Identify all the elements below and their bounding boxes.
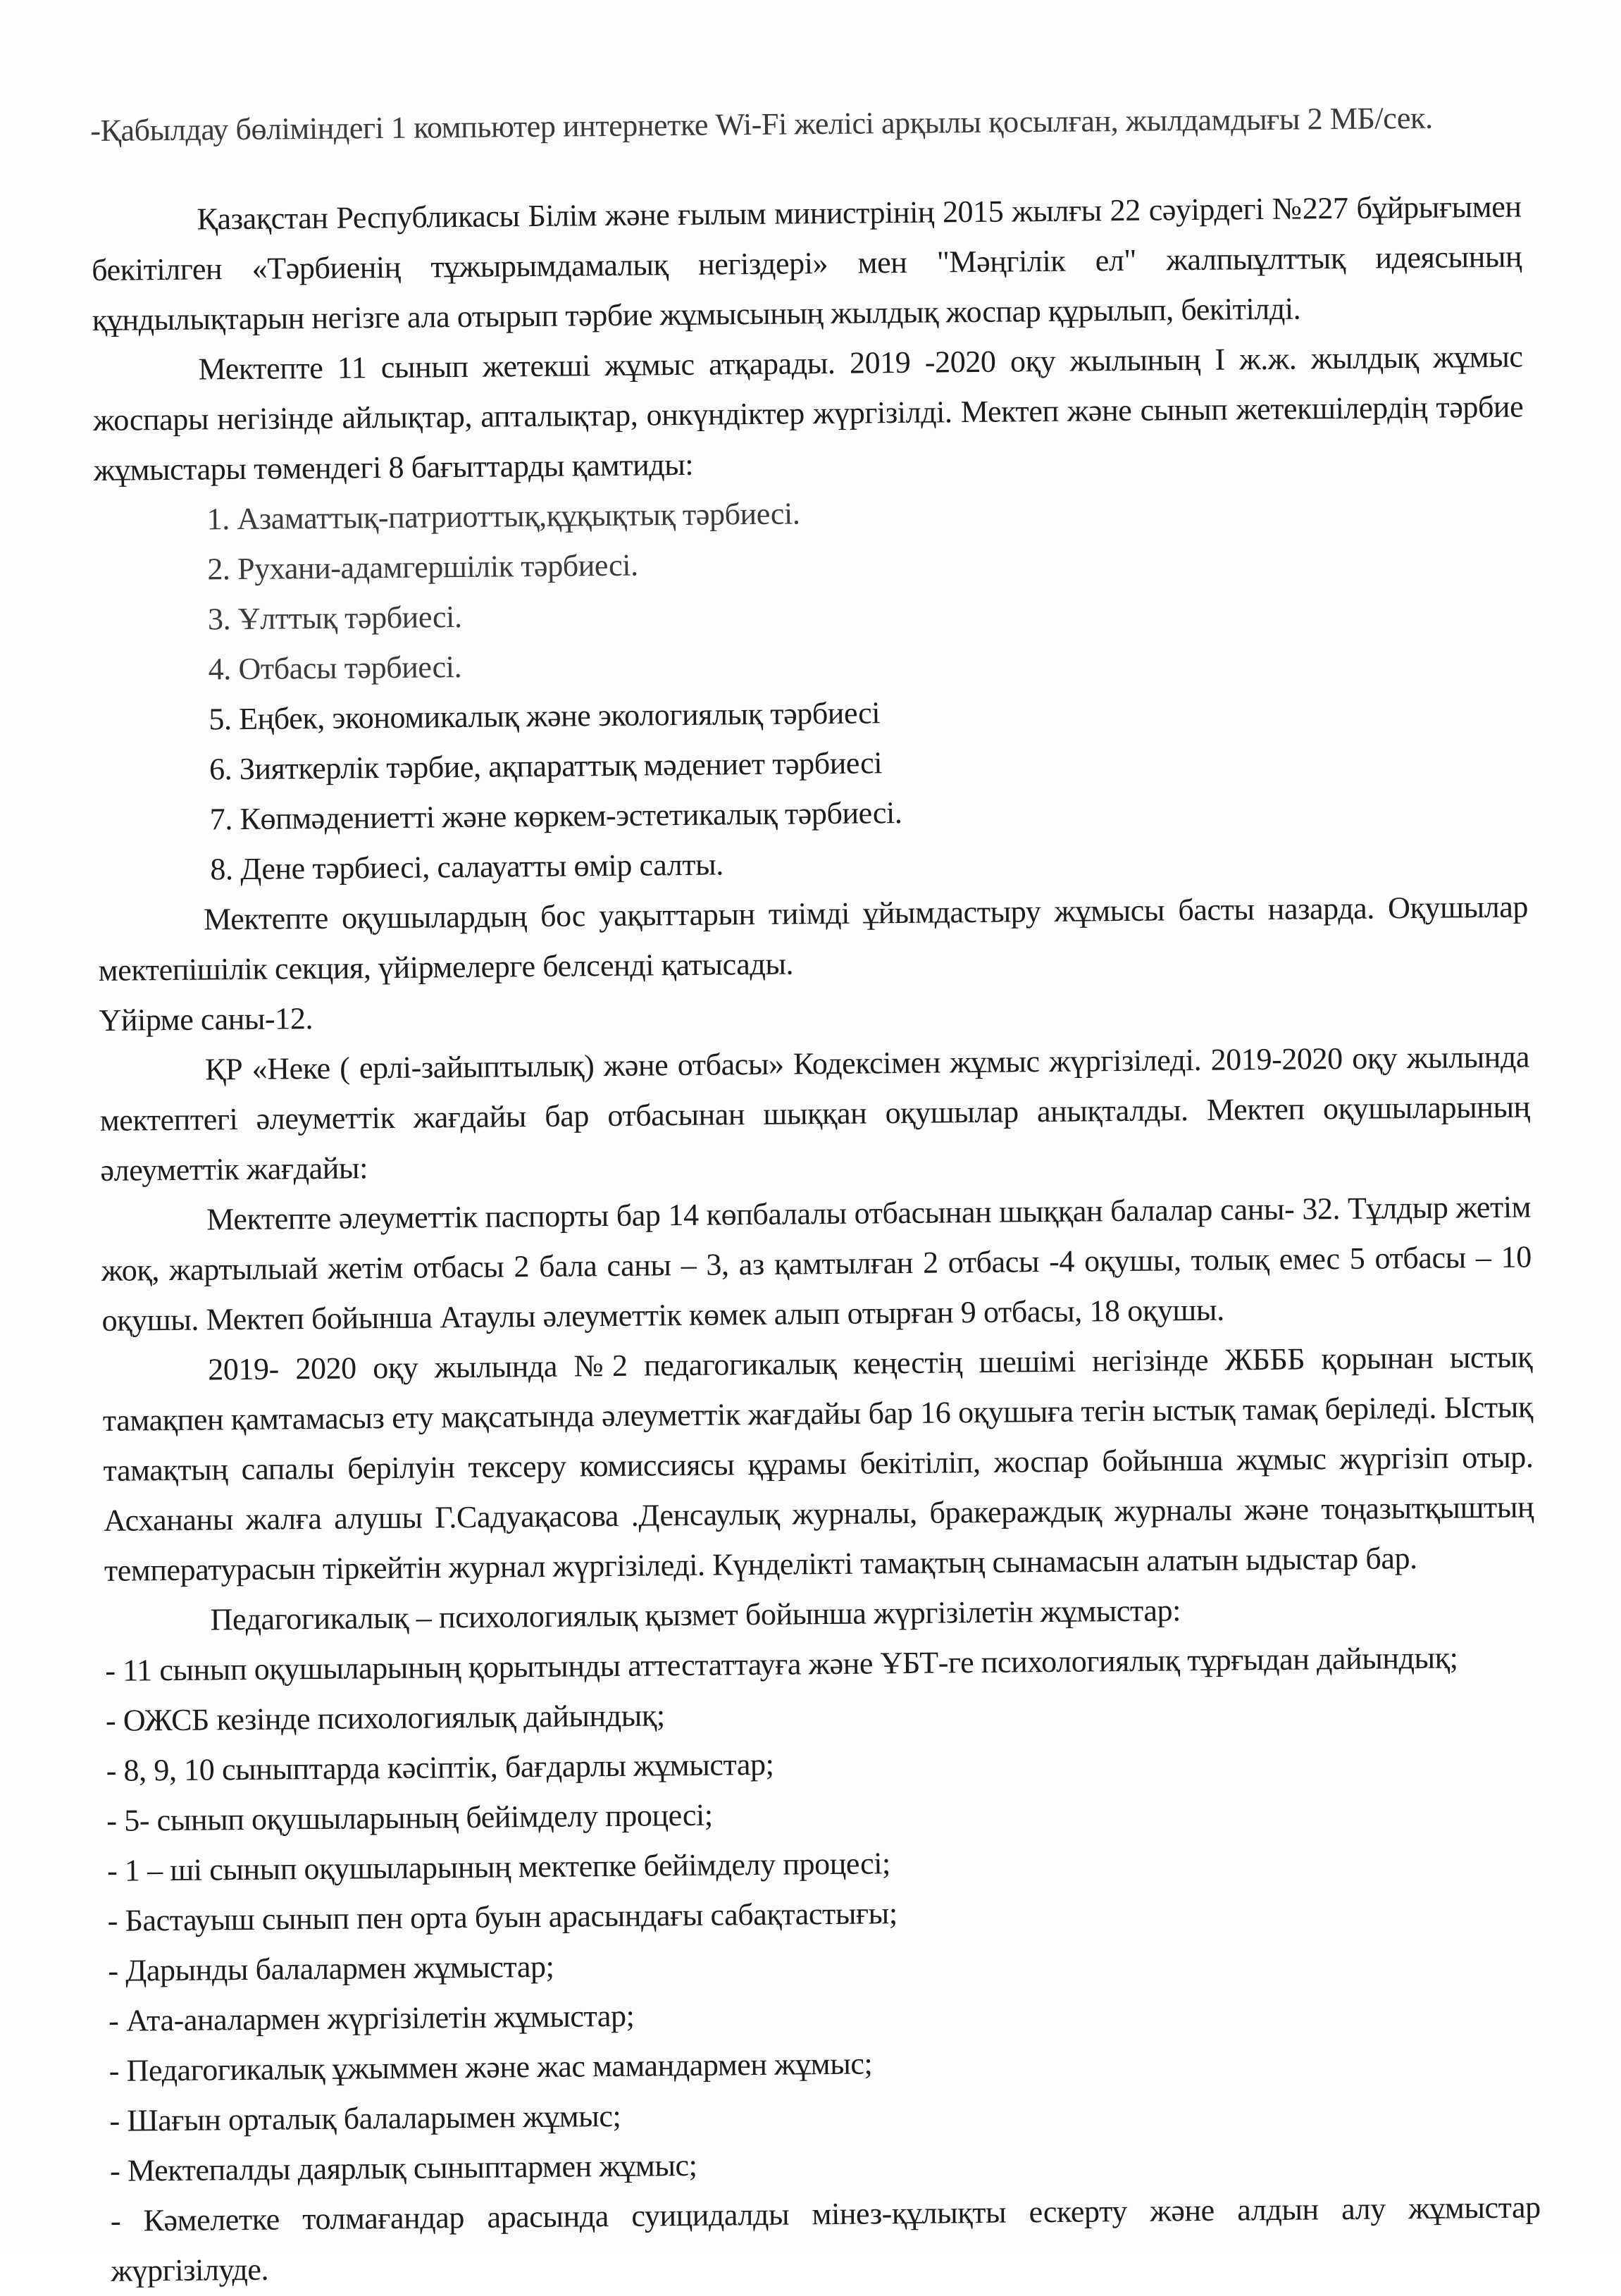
paragraph-ministry-order: Қазақстан Республикасы Білім және ғылым министрінің 2015 жылғы 22 сәуірдегі №227 бұйрығымен бекітілген «Тәрбиенің тұжырымдамалық негіздері» мен "Мәңгілік ел" жалпыұлттық идеясының құндылықтарын негізге ала отырып тәрбие жұмысының жылдық жоспар құрылып, бекітілді. — [92, 189, 1522, 337]
psych-item: - Шағын орталық балаларымен жұмыс; — [109, 2098, 621, 2138]
direction-item: 4. Отбасы тәрбиесі. — [208, 649, 462, 687]
direction-item: 6. Зияткерлік тәрбие, ақпараттық мәдениет тәрбиесі — [209, 745, 883, 787]
psych-item: - 8, 9, 10 сыныптарда кәсіптік, бағдарлы жұмыстар; — [106, 1746, 774, 1788]
psych-item: - Кәмелетке толмағандар арасында суицидалды мінез-құлықты ескерту және алдын алу жұмыстар жүргізілуде. — [110, 2190, 1541, 2288]
clubs-count: Үйірме саны-12. — [99, 1001, 313, 1038]
psych-service-heading: Педагогикалық – психологиялық қызмет бойынша жүргізілетін жұмыстар: — [210, 1593, 1181, 1637]
education-directions-list — [94, 481, 1527, 895]
direction-item: 7. Көпмәдениетті және көркем-эстетикалық тәрбиесі. — [209, 795, 902, 837]
psych-item: - 1 – ші сынып оқушыларының мектепке бейімделу процесі; — [106, 1846, 891, 1888]
direction-item: 3. Ұлттық тәрбиесі. — [207, 599, 462, 637]
paragraph-class-teachers: Мектепте 11 сынып жетекші жұмыс атқарады. 2019 -2020 оқу жылының I ж.ж. жылдық жұмыс жоспары негізінде айлықтар, апталықтар, онкүндіктер жүргізілді. Мектеп және сынып жетекшілердің тәрбие жұмыстары төмендегі 8 бағыттарды қамтиды: — [93, 339, 1524, 488]
direction-item: 1. Азаматтық-патриоттық,құқықтық тәрбиесі. — [206, 496, 800, 537]
psych-item: - Педагогикалық ұжыммен және жас мамандармен жұмыс; — [108, 2046, 873, 2088]
psych-item: - Бастауыш сынып пен орта буын арасындағы сабақтастығы; — [107, 1896, 898, 1938]
psych-item: - Мектепалды даярлық сыныптармен жұмыс; — [109, 2147, 697, 2188]
direction-item: 5. Еңбек, экономикалық және экологиялық тәрбиесі — [209, 695, 881, 737]
paragraph-hot-meals: 2019- 2020 оқу жылында №2 педагогикалық кеңестің шешімі негізінде ЖБББ қорынан ыстық тамақпен қамтамасыз ету мақсатында әлеуметтік жағдайы бар 16 оқушыға тегін ыстық тамақ беріледі. Ыстық тамақтың сапалы берілуін тексеру комиссиясы құрамы бекітіліп, жоспар бойынша жұмыс жүргізіп отыр. Асхананы жалға алушы Г.Садуақасова .Денсаулық журналы, бракераждық журналы және тоңазытқыштың температурасын тіркейтін журнал жүргізіледі. Күнделікті тамақтың сынамасын алатын ыдыстар бар. — [102, 1339, 1534, 1588]
psych-item: - Ата-аналармен жүргізілетін жұмыстар; — [108, 1998, 635, 2038]
paragraph-free-time: Мектепте оқушылардың бос уақыттарын тиімді ұйымдастыру жұмысы басты назарда. Оқушылар мектепішілік секция, үйірмелерге белсенді қатысады. — [98, 889, 1529, 988]
direction-item: 2. Рухани-адамгершілік тәрбиесі. — [207, 547, 638, 587]
psych-item: - 5- сынып оқушыларының бейімделу процесі; — [106, 1797, 713, 1838]
document-body — [90, 92, 1541, 2296]
psych-item: - 11 сынып оқушыларының қорытынды аттестаттауға және ҰБТ-ге психологиялық тұрғыдан дайындық; — [105, 1640, 1458, 1688]
direction-item: 8. Дене тәрбиесі, салауатты өмір салты. — [210, 847, 724, 887]
psych-item: - ОЖСБ кезінде психологиялық дайындық; — [105, 1698, 665, 1738]
psych-service-list — [105, 1632, 1541, 2295]
psych-item: - Дарынды балалармен жұмыстар; — [108, 1949, 554, 1988]
paragraph-family-code: ҚР «Неке ( ерлі-зайыптылық) және отбасы» Кодексімен жұмыс жүргізіледі. 2019-2020 оқу жылында мектептегі әлеуметтік жағдайы бар отбасынан шыққан оқушылар анықталды. Мектеп оқушыларының әлеуметтік жағдайы: — [99, 1039, 1530, 1188]
paragraph-social-passport: Мектепте әлеуметтік паспорты бар 14 көпбалалы отбасынан шыққан балалар саны- 32. Тұлдыр жетім жоқ, жартылыай жетім отбасы 2 бала саны – 3, аз қамтылған 2 отбасы -4 оқушы, толық емес 5 отбасы – 10 оқушы. Мектеп бойынша Атаулы әлеуметтік көмек алып отырған 9 отбасы, 18 оқушы. — [101, 1189, 1532, 1338]
intro-paragraph: -Қабылдау бөліміндегі 1 компьютер интернетке Wi-Fi желісі арқылы қосылған, жылдамдығы 2 МБ/сек. — [90, 100, 1433, 148]
